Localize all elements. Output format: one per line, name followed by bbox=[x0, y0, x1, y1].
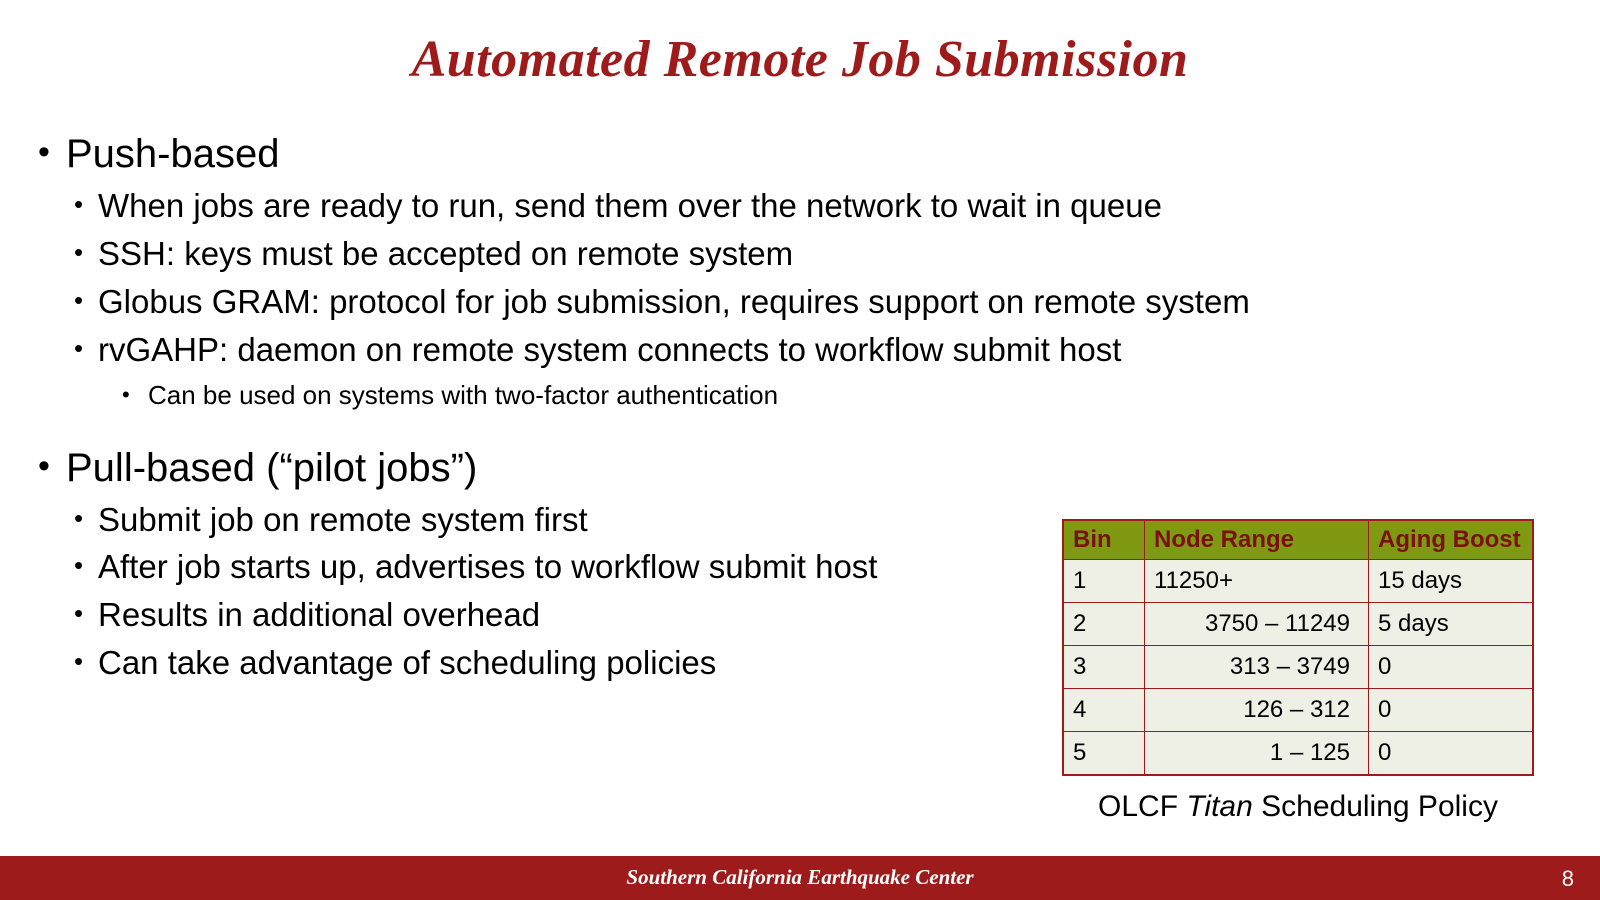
bullet-text: SSH: keys must be accepted on remote system bbox=[98, 234, 794, 272]
table-row bbox=[1063, 732, 1533, 776]
cell-aging-boost: 0 bbox=[1369, 732, 1534, 776]
spacer bbox=[38, 410, 1568, 442]
page-title: Automated Remote Job Submission bbox=[411, 31, 1189, 88]
bullet-text: After job starts up, advertises to workflow submit host bbox=[98, 548, 878, 586]
bullet-text: Submit job on remote system first bbox=[98, 500, 588, 538]
list-item bbox=[74, 188, 1568, 225]
footer-organization: Southern California Earthquake Center bbox=[626, 865, 974, 889]
bullet-text: Can take advantage of scheduling policies bbox=[98, 644, 717, 682]
bullet-marker-icon: • bbox=[74, 236, 84, 267]
cell-node-range: 1 – 125 bbox=[1145, 732, 1369, 776]
cell-node-range: 11250+ bbox=[1145, 560, 1369, 603]
column-header-node-range: Node Range bbox=[1145, 520, 1369, 560]
list-item bbox=[74, 332, 1568, 369]
bullet-text: Push-based bbox=[66, 132, 280, 176]
cell-bin: 1 bbox=[1063, 560, 1145, 603]
table-header-row bbox=[1063, 520, 1533, 560]
cell-bin: 4 bbox=[1063, 689, 1145, 732]
bullet-pull-based bbox=[38, 446, 1568, 491]
list-item bbox=[74, 284, 1568, 321]
cell-node-range: 3750 – 11249 bbox=[1145, 603, 1369, 646]
bullet-marker-icon: • bbox=[74, 598, 84, 629]
scheduling-policy-table bbox=[1062, 519, 1534, 776]
bullet-marker-icon: • bbox=[74, 502, 84, 533]
bullet-text: Pull-based (“pilot jobs”) bbox=[66, 445, 478, 490]
bullet-text: Results in additional overhead bbox=[98, 596, 541, 634]
table-row bbox=[1063, 603, 1533, 646]
slide-number: 8 bbox=[1561, 866, 1574, 891]
bullet-text: Can be used on systems with two-factor authentication bbox=[148, 379, 779, 410]
list-item bbox=[74, 236, 1568, 273]
table-caption-system: Titan bbox=[1186, 790, 1253, 823]
table-row bbox=[1063, 560, 1533, 603]
footer-bar bbox=[0, 856, 1600, 900]
cell-aging-boost: 5 days bbox=[1369, 603, 1534, 646]
table-row bbox=[1063, 646, 1533, 689]
bullet-marker-icon: • bbox=[74, 332, 84, 363]
table-caption bbox=[1062, 790, 1534, 824]
cell-aging-boost: 0 bbox=[1369, 646, 1534, 689]
cell-aging-boost: 0 bbox=[1369, 689, 1534, 732]
bullet-text: rvGAHP: daemon on remote system connects to workflow submit host bbox=[98, 330, 1122, 368]
table-caption-post: Scheduling Policy bbox=[1252, 790, 1498, 823]
bullet-text: Globus GRAM: protocol for job submission, requires support on remote system bbox=[98, 282, 1250, 320]
cell-node-range: 313 – 3749 bbox=[1145, 646, 1369, 689]
column-header-bin: Bin bbox=[1063, 520, 1145, 560]
cell-bin: 5 bbox=[1063, 732, 1145, 776]
bullet-marker-icon: • bbox=[74, 550, 84, 581]
bullet-text: When jobs are ready to run, send them over the network to wait in queue bbox=[98, 186, 1162, 224]
list-item bbox=[122, 381, 1568, 410]
bullet-marker-icon: • bbox=[74, 646, 84, 677]
scheduling-policy-table-wrapper bbox=[1062, 519, 1534, 824]
bullet-marker-icon: • bbox=[122, 381, 130, 407]
table-row bbox=[1063, 689, 1533, 732]
column-header-aging-boost: Aging Boost bbox=[1369, 520, 1534, 560]
bullet-marker-icon: • bbox=[38, 133, 50, 171]
cell-bin: 3 bbox=[1063, 646, 1145, 689]
bullet-marker-icon: • bbox=[74, 284, 84, 315]
cell-aging-boost: 15 days bbox=[1369, 560, 1534, 603]
table-caption-pre: OLCF bbox=[1098, 790, 1187, 823]
bullet-marker-icon: • bbox=[38, 446, 50, 485]
cell-node-range: 126 – 312 bbox=[1145, 689, 1369, 732]
cell-bin: 2 bbox=[1063, 603, 1145, 646]
bullet-marker-icon: • bbox=[74, 188, 84, 219]
bullet-push-based bbox=[38, 132, 1568, 177]
